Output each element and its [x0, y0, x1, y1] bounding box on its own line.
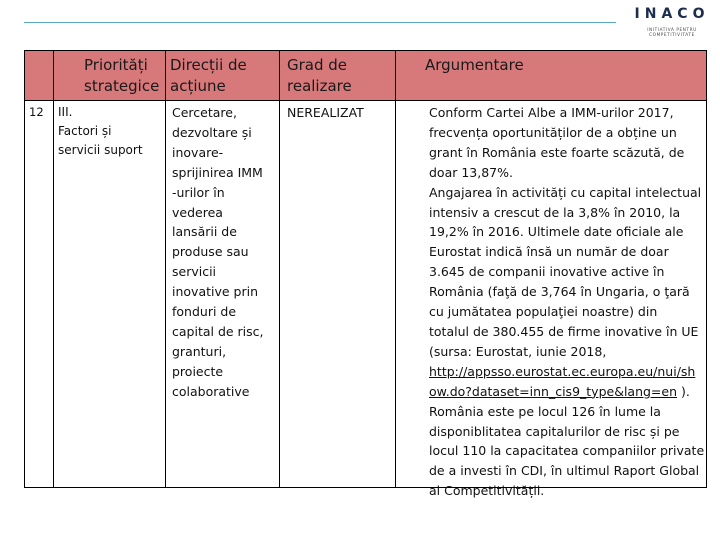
argument-line: doar 13,87%. [429, 164, 513, 180]
direction-line: colaborative [172, 383, 250, 399]
eurostat-link-line2[interactable] [429, 382, 704, 402]
direction-line: vederea [172, 204, 223, 220]
header-cell-directions [165, 50, 280, 101]
argument-line: Conform Cartei Albe a IMM-urilor 2017, [429, 105, 674, 120]
argument-line: cu jumătatea populaţiei noastre) din [429, 304, 658, 320]
header-priorities-line1: Priorități [84, 56, 148, 74]
direction-line: sprijinirea IMM [172, 164, 263, 180]
priority-line: III. [58, 105, 73, 119]
direction-line: -urilor în [172, 184, 225, 200]
argument-line: grant în România este foarte scăzută, de [429, 144, 685, 160]
argument-line: (sursa: Eurostat, iunie 2018, [429, 343, 607, 359]
header-directions-line2: acțiune [170, 77, 226, 95]
priority-line: Factori și [58, 124, 112, 138]
header-status-line2: realizare [287, 77, 352, 95]
priority-text [58, 103, 143, 160]
argument-line: intensiv a crescut de la 3,8% în 2010, la [429, 204, 681, 220]
priority-line: servicii suport [58, 143, 143, 157]
argument-line: totalul de 380.455 de firme inovative în UE [429, 323, 699, 339]
eurostat-link[interactable]: http://appsso.eurostat.ec.europa.eu/nui/sh [429, 363, 696, 379]
direction-line: inovare- [172, 144, 224, 160]
logo-tagline: INITIATIVA PENTRU COMPETITIVITATE [647, 27, 697, 37]
logo-name: INACO [634, 6, 710, 22]
argument-line: România este pe locul 126 în lume la [429, 403, 661, 419]
direction-cell [165, 100, 280, 488]
status-value: NEREALIZAT [287, 105, 364, 120]
argument-line: frecvența oportunităților de a obține un [429, 124, 677, 140]
argument-line: România (faţă de 3,764 în Ungaria, o ţară [429, 284, 690, 300]
direction-line: lansării de [172, 224, 237, 240]
direction-line: proiecte [172, 363, 224, 379]
direction-line: fonduri de [172, 304, 237, 320]
row-number-cell [24, 100, 54, 488]
header-cell-number [24, 50, 54, 101]
status-cell [279, 100, 396, 488]
direction-text [172, 103, 264, 402]
argument-line: locul 110 la capacitatea companiilor private [429, 443, 705, 459]
eurostat-link-line1[interactable] [429, 362, 704, 382]
direction-line: dezvoltare și [172, 124, 252, 140]
header-divider [24, 22, 616, 23]
strategy-table [24, 50, 707, 499]
argument-cell [395, 100, 707, 499]
argument-line: de a investi în CDI, în ultimul Raport Global [429, 463, 700, 479]
direction-line: produse sau [172, 244, 249, 260]
priority-cell [53, 100, 166, 488]
argument-line: al Competitivității. [429, 483, 545, 499]
header-cell-status [279, 50, 396, 101]
direction-line: Cercetare, [172, 105, 237, 120]
header-argument-line1: Argumentare [425, 56, 524, 74]
argument-text [429, 103, 704, 501]
link-suffix: ). [677, 383, 690, 399]
header-cell-priorities [53, 50, 166, 101]
inaco-logo [632, 6, 712, 38]
argument-line: disponiblitatea capitalurilor de risc și pe [429, 423, 680, 439]
header-directions-line1: Direcții de [170, 56, 247, 74]
argument-line: 3.645 de companii inovative active în [429, 264, 665, 280]
header-status-line1: Grad de [287, 56, 348, 74]
direction-line: capital de risc, [172, 323, 264, 339]
argument-line: Angajarea în activități cu capital intelectual [429, 184, 702, 200]
header-cell-argument [395, 50, 707, 101]
argument-line: 19,2% în 2016. Ultimele date oficiale ale [429, 224, 684, 240]
row-number: 12 [29, 105, 44, 119]
direction-line: servicii [172, 264, 217, 280]
header-priorities-line2: strategice [84, 77, 160, 95]
direction-line: inovative prin [172, 284, 259, 300]
eurostat-link-continued[interactable]: ow.do?dataset=inn_cis9_type&lang=en [429, 383, 678, 399]
argument-line: Eurostat indică însă un număr de doar [429, 244, 669, 260]
direction-line: granturi, [172, 343, 227, 359]
